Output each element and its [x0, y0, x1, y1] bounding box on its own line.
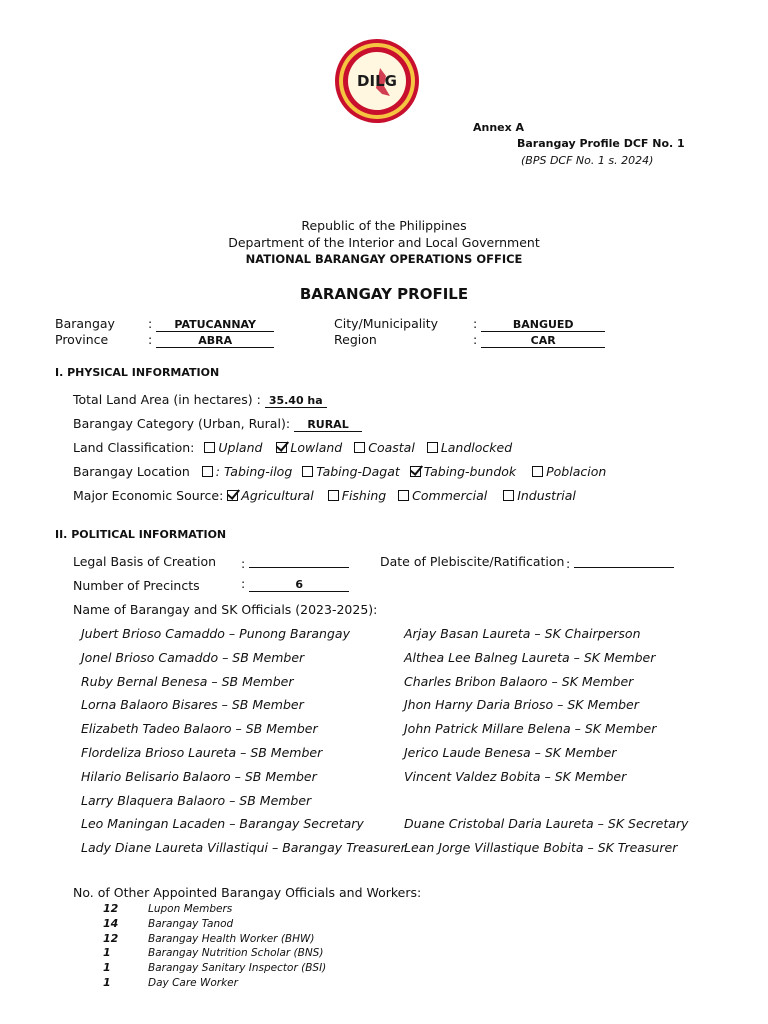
checkbox-box: [276, 442, 287, 453]
other-count: 1: [103, 961, 111, 975]
checkbox-box: [503, 490, 514, 501]
barangay-official: Jonel Brioso Camaddo – SB Member: [81, 649, 305, 665]
legal-basis-label: Legal Basis of Creation: [73, 554, 217, 569]
checkbox-tabing-bundok[interactable]: Tabing-bundok: [410, 464, 516, 479]
header-line3: NATIONAL BARANGAY OPERATIONS OFFICE: [245, 252, 523, 266]
checkbox-box: [532, 466, 543, 477]
seal-text: DILG: [357, 72, 397, 90]
checkbox-industrial[interactable]: Industrial: [503, 488, 576, 503]
other-label: Barangay Nutrition Scholar (BNS): [148, 947, 324, 960]
economic-label: Major Economic Source:: [73, 488, 224, 503]
barangay-value: PATUCANNAY: [156, 318, 274, 332]
political-heading: II. POLITICAL INFORMATION: [55, 528, 227, 541]
barangay-official: Elizabeth Tadeo Balaoro – SB Member: [81, 721, 318, 737]
city-label: City/Municipality: [334, 316, 438, 331]
checkbox-box: [202, 466, 213, 477]
dilg-seal-logo: [334, 38, 420, 124]
annex-form: Barangay Profile DCF No. 1: [517, 137, 685, 150]
header-line1: Republic of the Philippines: [301, 218, 467, 233]
checkbox-box: [427, 442, 438, 453]
category-value: RURAL: [294, 418, 362, 432]
header-line2: Department of the Interior and Local Government: [228, 235, 540, 250]
officials-heading: Name of Barangay and SK Officials (2023-2025):: [73, 602, 378, 617]
region-label: Region: [334, 332, 377, 347]
barangay-official: Ruby Bernal Benesa – SB Member: [81, 673, 294, 689]
sk-official: Duane Cristobal Daria Laureta – SK Secretary: [404, 816, 689, 832]
colon: :: [566, 556, 571, 571]
sk-official: Jerico Laude Benesa – SK Member: [404, 745, 617, 760]
other-count: 12: [103, 902, 119, 915]
other-label: Barangay Sanitary Inspector (BSI): [148, 962, 327, 975]
barangay-official: Jubert Brioso Camaddo – Punong Barangay: [81, 626, 350, 641]
location-row: [73, 464, 606, 479]
checkbox-landlocked[interactable]: Landlocked: [427, 440, 512, 455]
other-count: 12: [103, 931, 119, 945]
economic-row: [73, 488, 576, 503]
precincts-label: Number of Precincts: [73, 578, 200, 593]
province-label: Province: [55, 332, 109, 347]
checkbox-fishing[interactable]: Fishing: [328, 488, 386, 503]
barangay-official: Lady Diane Laureta Villastiqui – Barangay Treasurer: [81, 840, 406, 856]
plebiscite-value: [574, 554, 674, 568]
other-label: Barangay Tanod: [148, 917, 234, 930]
colon: :: [241, 556, 246, 571]
annex-ref: (BPS DCF No. 1 s. 2024): [521, 154, 654, 167]
sk-official: Vincent Valdez Bobita – SK Member: [404, 768, 627, 784]
colon: :: [473, 316, 478, 331]
checkbox-box: [302, 466, 313, 477]
land-class-row: [73, 440, 512, 455]
barangay-label: Barangay: [55, 316, 115, 331]
sk-official: Jhon Harny Daria Brioso – SK Member: [404, 697, 639, 713]
province-value: ABRA: [156, 334, 274, 348]
checkbox-box: [398, 490, 409, 501]
city-value: BANGUED: [481, 318, 605, 332]
barangay-official: Hilario Belisario Balaoro – SB Member: [81, 768, 317, 784]
checkbox-commercial[interactable]: Commercial: [398, 488, 487, 503]
legal-basis-value: [249, 554, 349, 568]
colon: :: [148, 316, 153, 331]
other-label: Day Care Worker: [148, 977, 238, 989]
colon: :: [241, 576, 246, 591]
checkbox-box: [410, 466, 421, 477]
checkbox-box: [227, 490, 238, 501]
checkbox-lowland[interactable]: Lowland: [276, 440, 342, 455]
others-heading: No. of Other Appointed Barangay Officials and Workers:: [73, 885, 422, 900]
location-label: Barangay Location: [73, 464, 190, 479]
physical-heading: I. PHYSICAL INFORMATION: [55, 366, 220, 379]
annex-label: Annex A: [473, 121, 525, 134]
checkbox-tabing-dagat[interactable]: Tabing-Dagat: [302, 464, 400, 479]
colon: :: [473, 332, 478, 347]
barangay-official: Larry Blaquera Balaoro – SB Member: [81, 792, 312, 808]
sk-official: Althea Lee Balneg Laureta – SK Member: [404, 649, 656, 665]
barangay-official: Lorna Balaoro Bisares – SB Member: [81, 697, 304, 713]
plebiscite-label: Date of Plebiscite/Ratification: [380, 554, 565, 569]
sk-official: John Patrick Millare Belena – SK Member: [404, 721, 657, 737]
checkbox-coastal[interactable]: Coastal: [354, 440, 415, 455]
other-count: 14: [103, 916, 119, 930]
region-value: CAR: [481, 334, 605, 348]
land-area-value: 35.40 ha: [265, 394, 327, 408]
other-count: 1: [103, 946, 111, 960]
checkbox-agricultural[interactable]: Agricultural: [227, 488, 313, 503]
checkbox-box: [204, 442, 215, 453]
sk-official: Lean Jorge Villastique Bobita – SK Treasurer: [404, 840, 678, 856]
page-title: BARANGAY PROFILE: [299, 285, 469, 303]
checkbox-box: [328, 490, 339, 501]
barangay-official: Flordeliza Brioso Laureta – SB Member: [81, 745, 323, 760]
sk-official: Arjay Basan Laureta – SK Chairperson: [404, 626, 641, 641]
other-count: 1: [103, 976, 111, 989]
other-label: Barangay Health Worker (BHW): [148, 932, 315, 945]
precincts-value: 6: [249, 578, 349, 592]
barangay-official: Leo Maningan Lacaden – Barangay Secretary: [81, 816, 364, 832]
checkbox-box: [354, 442, 365, 453]
sk-official: Charles Bribon Balaoro – SK Member: [404, 673, 634, 689]
land-area-label: Total Land Area (in hectares) :: [73, 392, 261, 407]
checkbox-tabing-ilog[interactable]: : Tabing-ilog: [202, 464, 292, 479]
land-class-label: Land Classification:: [73, 440, 195, 455]
other-label: Lupon Members: [148, 903, 233, 915]
checkbox-upland[interactable]: Upland: [204, 440, 262, 455]
checkbox-poblacion[interactable]: Poblacion: [532, 464, 606, 479]
category-label: Barangay Category (Urban, Rural):: [73, 416, 291, 431]
colon: :: [148, 332, 153, 347]
